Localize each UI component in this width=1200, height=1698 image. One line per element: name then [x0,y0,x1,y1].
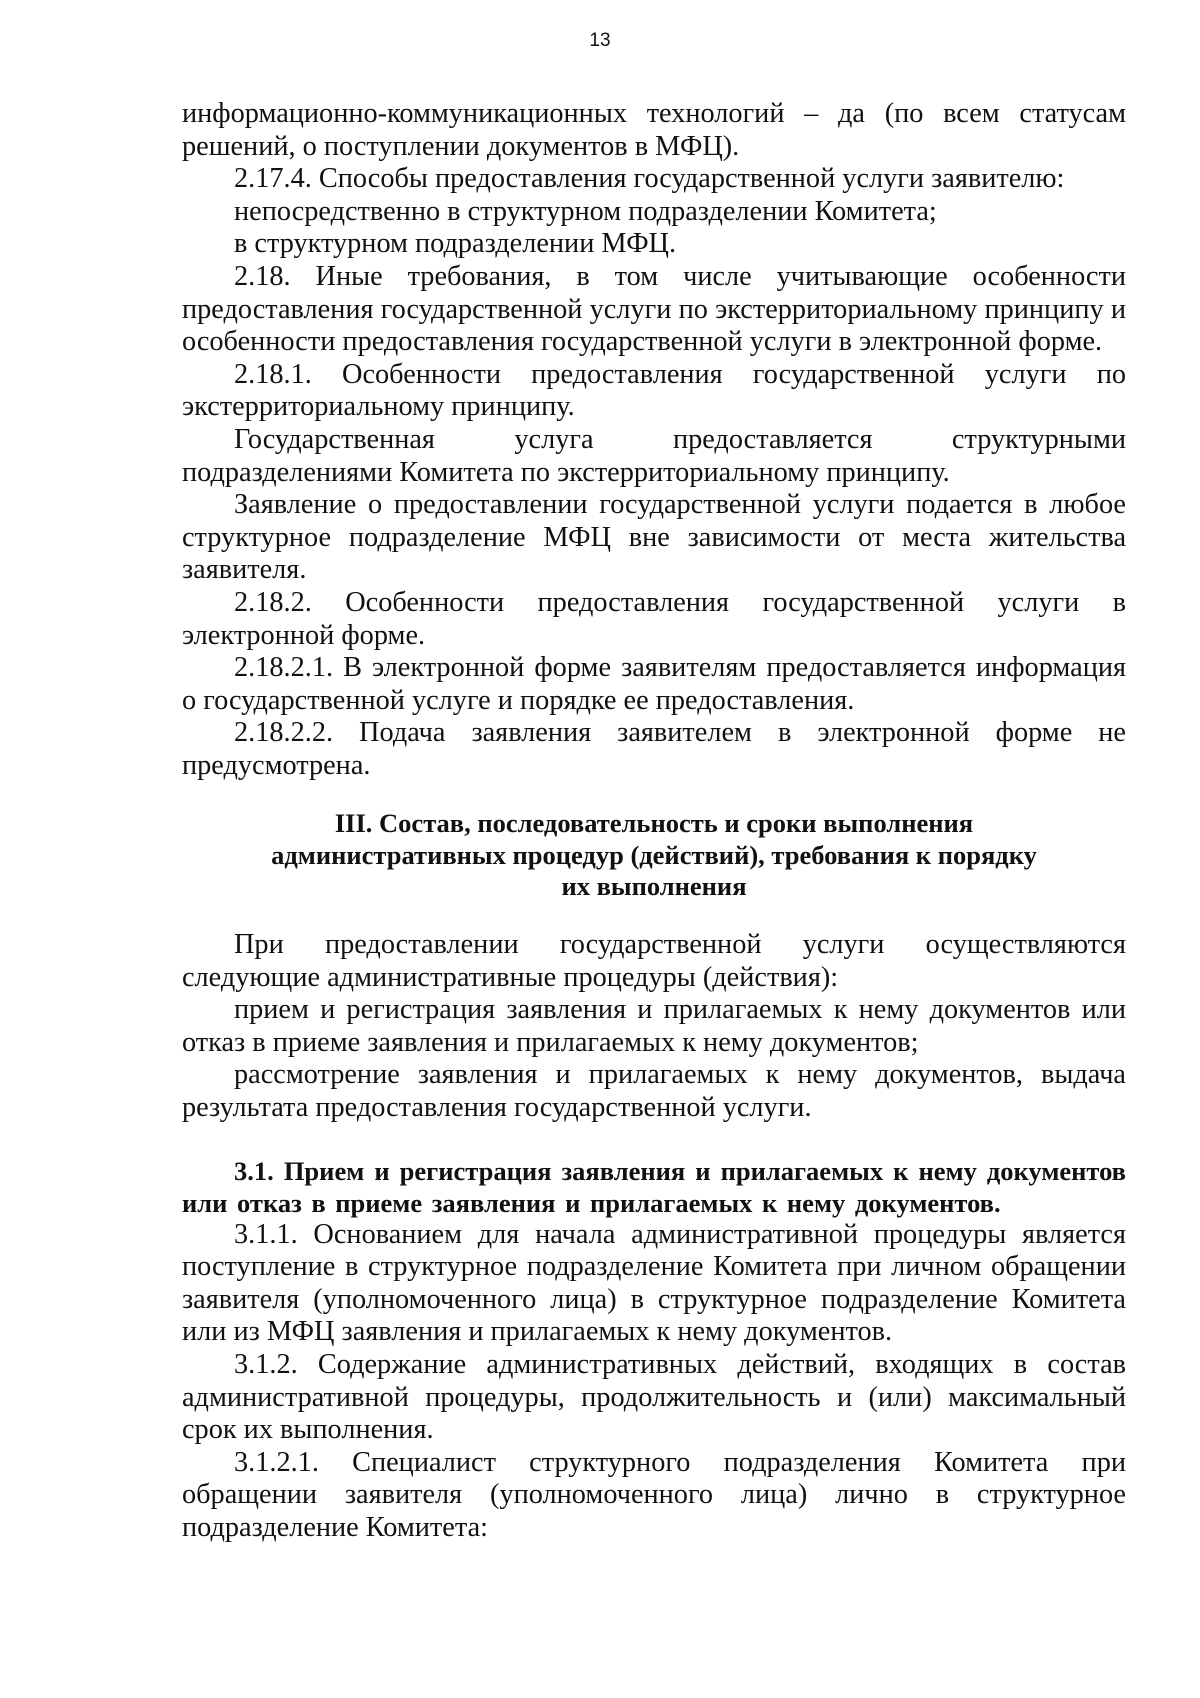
paragraph-2-18-2-2: 2.18.2.2. Подача заявления заявителем в электронной форме не предусмотрена. [182,717,1126,781]
paragraph-2-17-4: 2.17.4. Способы предоставления государственной услуги заявителю: [234,163,1065,195]
page-number: 13 [589,30,611,51]
paragraph-3-1-2-1: 3.1.2.1. Специалист структурного подразделения Комитета при обращении заявителя (уполномоченного лица) лично в структурное подразделение Комитета: [182,1446,1126,1543]
paragraph-3-1-2: 3.1.2. Содержание административных действий, входящих в состав административной процедуры, продолжительность и (или) максимальный срок их выполнения. [182,1348,1126,1446]
paragraph-2-18-1: 2.18.1. Особенности предоставления государственной услуги по экстерриториальному принципу. [182,358,1126,423]
paragraph-method-committee: непосредственно в структурном подразделении Комитета; [234,195,937,227]
section-3-heading-line-2: административных процедур (действий), требования к порядку [271,839,1037,870]
paragraph-procedure-reception: прием и регистрация заявления и прилагаемых к нему документов или отказ в приеме заявления и прилагаемых к нему документов; [182,994,1126,1058]
subsection-3-1-heading: 3.1. Прием и регистрация заявления и прилагаемых к нему документов или отказ в приеме заявления и прилагаемых к нему документов. [182,1155,1126,1218]
paragraph-procedures-intro: При предоставлении государственной услуги осуществляются следующие административные процедуры (действия): [182,928,1126,993]
paragraph-3-1-1: 3.1.1. Основанием для начала административной процедуры является поступление в структурное подразделение Комитета при личном обращении заявителя (уполномоченного лица) в структурное подразделение Комитета или из МФЦ заявления и прилагаемых к нему документов. [182,1218,1126,1348]
paragraph-procedure-review: рассмотрение заявления и прилагаемых к нему документов, выдача результата предоставления государственной услуги. [182,1059,1126,1123]
paragraph-extraterritorial: Государственная услуга предоставляется структурными подразделениями Комитета по экстерриториальному принципу. [182,423,1126,488]
paragraph-2-18: 2.18. Иные требования, в том числе учитывающие особенности предоставления государственной услуги по экстерриториальному принципу и особенности предоставления государственной услуги в электронной форме. [182,260,1126,358]
section-3-heading-line-1: III. Состав, последовательность и сроки выполнения [334,808,974,839]
paragraph-application-mfc: Заявление о предоставлении государственной услуги подается в любое структурное подразделение МФЦ вне зависимости от места жительства заявителя. [182,489,1126,586]
paragraph-2-18-2-1: 2.18.2.1. В электронной форме заявителям предоставляется информация о государственной услуге и порядке ее предоставления. [182,652,1126,716]
section-3-heading [182,808,1126,903]
paragraph-ict-statuses: информационно-коммуникационных технологий – да (по всем статусам решений, о поступлении документов в МФЦ). [182,98,1126,162]
section-3-heading-line-3: их выполнения [561,871,747,902]
paragraph-method-mfc: в структурном подразделении МФЦ. [234,228,677,260]
document-body [182,98,1126,1544]
paragraph-2-18-2: 2.18.2. Особенности предоставления государственной услуги в электронной форме. [182,586,1126,651]
